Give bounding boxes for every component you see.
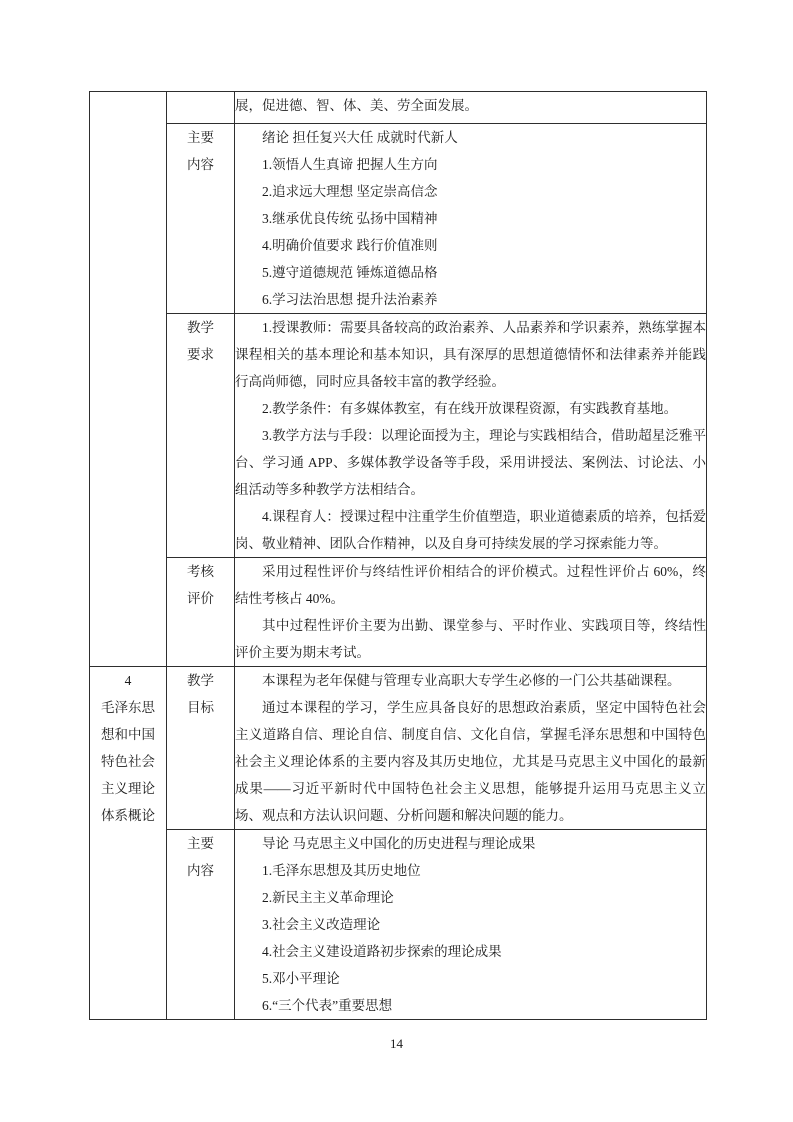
teaching-requirements-label-cell bbox=[167, 314, 235, 558]
table-row bbox=[90, 124, 707, 314]
main-content-label-cell bbox=[167, 124, 235, 314]
content-paragraph: 3.教学方法与手段：以理论面授为主，理论与实践相结合，借助超星泛雅平台、学习通 APP、多媒体教学设备等手段，采用讲授法、案例法、讨论法、小组活动等多种教学方法相结合。 bbox=[235, 428, 706, 497]
content-line: 1.毛泽东思想及其历史地位 bbox=[262, 863, 421, 878]
row-label: 主要内容 bbox=[187, 836, 214, 878]
teaching-objectives-label-cell bbox=[167, 667, 235, 830]
table-row bbox=[90, 558, 707, 667]
content-line: 3.继承优良传统 弘扬中国精神 bbox=[262, 211, 438, 226]
content-paragraph: 本课程为老年保健与管理专业高职大专学生必修的一门公共基础课程。 bbox=[262, 673, 681, 688]
content-paragraph: 4.课程育人：授课过程中注重学生价值塑造，职业道德素质的培养，包括爱岗、敬业精神、团队合作精神，以及自身可持续发展的学习探索能力等。 bbox=[235, 509, 706, 551]
teaching-objectives-cell bbox=[235, 667, 707, 830]
content-line: 导论 马克思主义中国化的历史进程与理论成果 bbox=[262, 836, 536, 851]
content-paragraph: 1.授课教师：需要具备较高的政治素养、人品素养和学识素养，熟练掌握本课程相关的基本理论和基本知识，具有深厚的思想道德情怀和法律素养并能践行高尚师德，同时应具备较丰富的教学经验。 bbox=[235, 320, 706, 389]
content-paragraph: 其中过程性评价主要为出勤、课堂参与、平时作业、实践项目等，终结性评价主要为期末考试。 bbox=[235, 618, 706, 660]
section2-main-content-cell bbox=[235, 830, 707, 1020]
teaching-requirements-cell bbox=[235, 314, 707, 558]
row-label: 教学目标 bbox=[187, 673, 214, 715]
content-line: 4.社会主义建设道路初步探索的理论成果 bbox=[262, 944, 502, 959]
row-label: 主要内容 bbox=[187, 130, 214, 172]
table-row bbox=[90, 92, 707, 124]
section1-side-cell bbox=[90, 92, 167, 667]
page-number: 14 bbox=[390, 1036, 403, 1051]
main-content-cell bbox=[235, 124, 707, 314]
course-number: 4 bbox=[124, 673, 132, 688]
content-line: 3.社会主义改造理论 bbox=[262, 917, 381, 932]
content-line: 5.遵守道德规范 锤炼道德品格 bbox=[262, 265, 438, 280]
content-line: 6.学习法治思想 提升法治素养 bbox=[262, 292, 438, 307]
course-syllabus-table bbox=[89, 91, 707, 1020]
content-line: 5.邓小平理论 bbox=[262, 971, 340, 986]
content-paragraph: 采用过程性评价与终结性评价相结合的评价模式。过程性评价占 60%，终结性考核占 40%。 bbox=[235, 564, 706, 606]
content-line: 2.追求远大理想 坚定崇高信念 bbox=[262, 184, 438, 199]
content-paragraph: 2.教学条件：有多媒体教室，有在线开放课程资源，有实践教育基地。 bbox=[262, 401, 678, 416]
section2-main-content-label-cell bbox=[167, 830, 235, 1020]
content-line: 6.“三个代表”重要思想 bbox=[262, 998, 393, 1013]
content-line: 绪论 担任复兴大任 成就时代新人 bbox=[262, 130, 458, 145]
table-row bbox=[90, 667, 707, 830]
section1-continuation-label-cell bbox=[167, 92, 235, 124]
table-row bbox=[90, 314, 707, 558]
content-paragraph: 通过本课程的学习，学生应具备良好的思想政治素质，坚定中国特色社会主义道路自信、理论自信、制度自信、文化自信，掌握毛泽东思想和中国特色社会主义理论体系的主要内容及其历史地位，尤其是马克思主义中国化的最新成果——习近平新时代中国特色社会主义思想，能够提升运用马克思主义立场、观点和方法认识问题、分析问题和解决问题的能力。 bbox=[235, 700, 706, 823]
content-line: 展，促进德、智、体、美、劳全面发展。 bbox=[235, 98, 478, 113]
row-label: 考核评价 bbox=[187, 564, 214, 606]
table-row bbox=[90, 830, 707, 1020]
content-line: 1.领悟人生真谛 把握人生方向 bbox=[262, 157, 438, 172]
row-label: 教学要求 bbox=[187, 320, 214, 362]
course-title: 毛泽东思想和中国特色社会主义理论体系概论 bbox=[101, 700, 155, 823]
content-line: 4.明确价值要求 践行价值准则 bbox=[262, 238, 438, 253]
content-line: 2.新民主主义革命理论 bbox=[262, 890, 394, 905]
assessment-cell bbox=[235, 558, 707, 667]
section2-side-cell bbox=[90, 667, 167, 1020]
section1-continuation-content-cell bbox=[235, 92, 707, 124]
assessment-label-cell bbox=[167, 558, 235, 667]
